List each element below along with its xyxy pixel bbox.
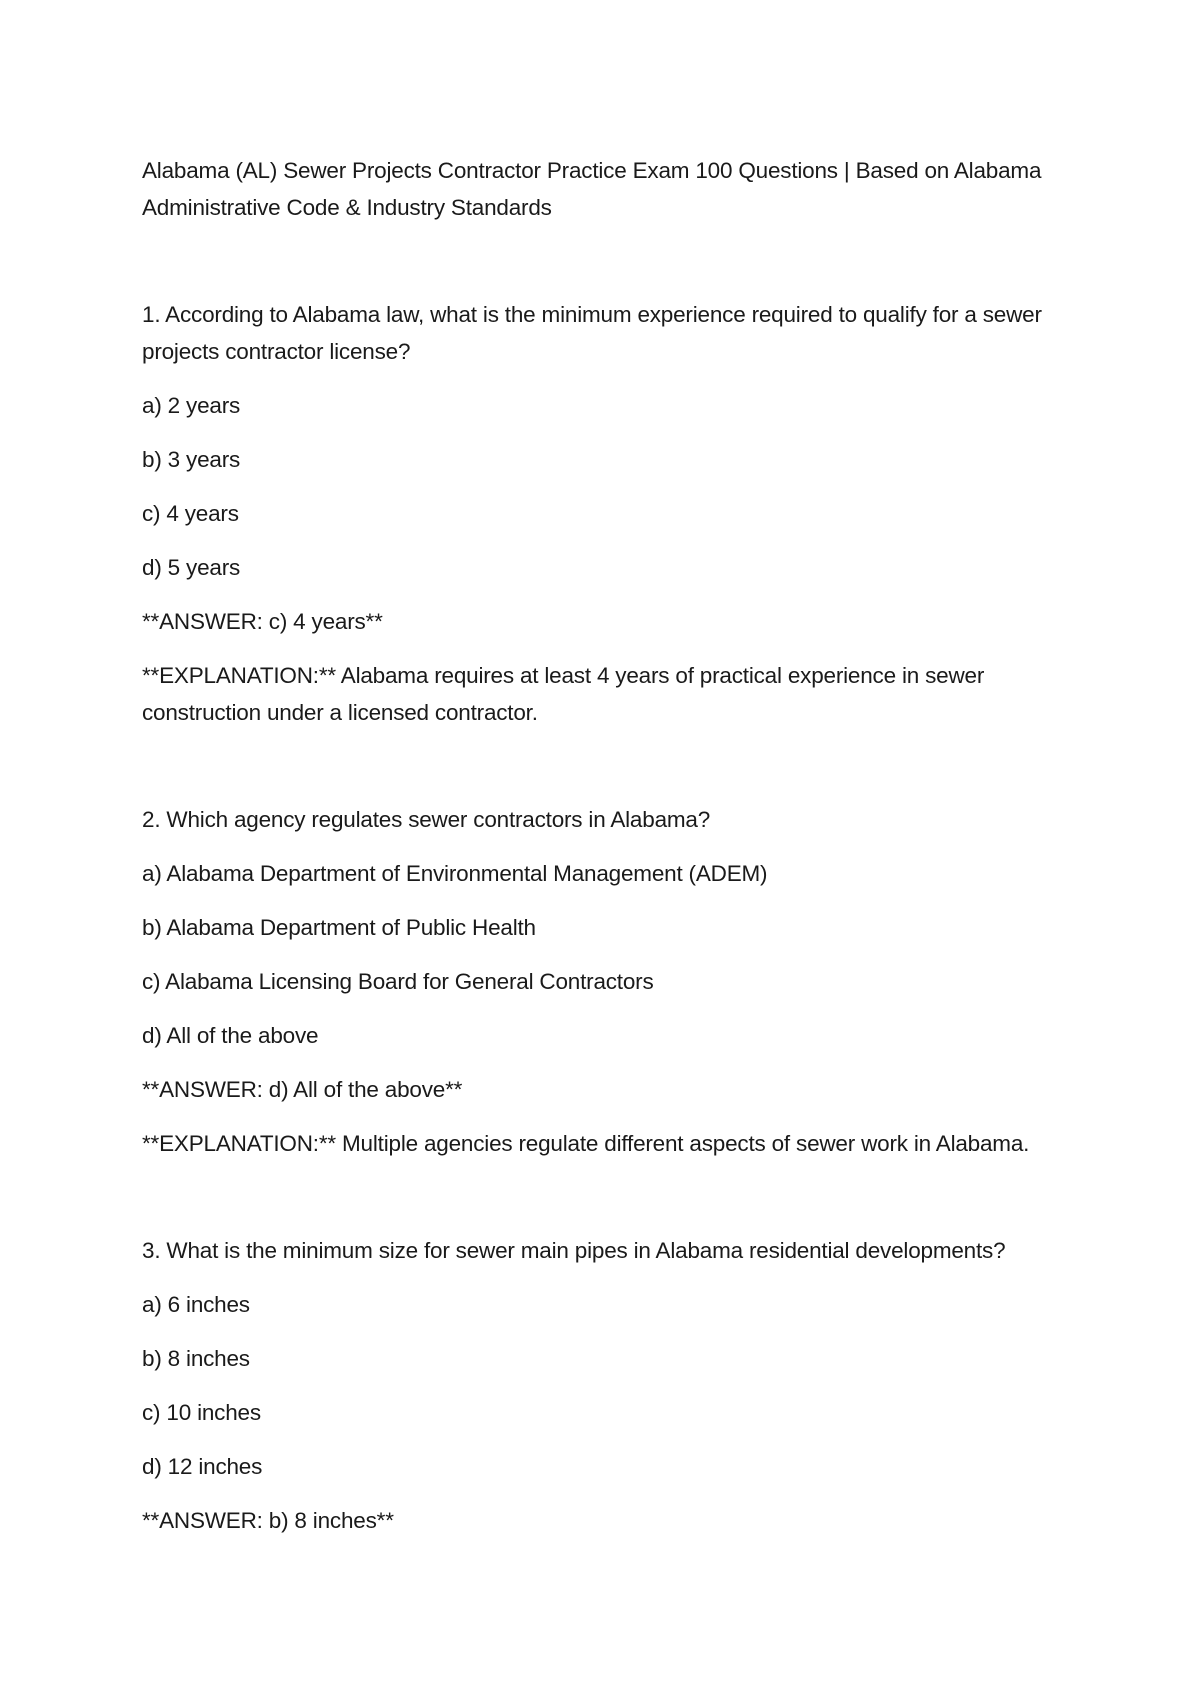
option-b: b) 8 inches [142, 1346, 250, 1371]
explanation-text: **EXPLANATION:** Alabama requires at least 4 years of practical experience in sewer construction under a licensed contractor. [142, 663, 985, 725]
option-d: d) 12 inches [142, 1454, 263, 1479]
explanation-text: **EXPLANATION:** Multiple agencies regulate different aspects of sewer work in Alabama. [142, 1131, 1030, 1156]
answer-text: **ANSWER: c) 4 years** [142, 609, 383, 634]
document-title: Alabama (AL) Sewer Projects Contractor Practice Exam 100 Questions | Based on Alabama Administrative Code & Industry Standards [142, 158, 1042, 220]
document-content [142, 152, 1082, 1556]
option-a: a) 2 years [142, 393, 241, 418]
option-d: d) 5 years [142, 555, 241, 580]
question-2 [142, 801, 1082, 1162]
question-text: 3. What is the minimum size for sewer main pipes in Alabama residential developments? [142, 1238, 1006, 1263]
question-text: 1. According to Alabama law, what is the minimum experience required to qualify for a sewer projects contractor license? [142, 302, 1042, 364]
option-a: a) Alabama Department of Environmental Management (ADEM) [142, 861, 768, 886]
answer-text: **ANSWER: b) 8 inches** [142, 1508, 394, 1533]
question-1 [142, 296, 1082, 731]
option-d: d) All of the above [142, 1023, 319, 1048]
question-text: 2. Which agency regulates sewer contractors in Alabama? [142, 807, 711, 832]
option-c: c) 10 inches [142, 1400, 261, 1425]
option-a: a) 6 inches [142, 1292, 250, 1317]
option-b: b) Alabama Department of Public Health [142, 915, 536, 940]
option-b: b) 3 years [142, 447, 241, 472]
question-3 [142, 1232, 1082, 1539]
option-c: c) 4 years [142, 501, 239, 526]
answer-text: **ANSWER: d) All of the above** [142, 1077, 463, 1102]
option-c: c) Alabama Licensing Board for General Contractors [142, 969, 654, 994]
